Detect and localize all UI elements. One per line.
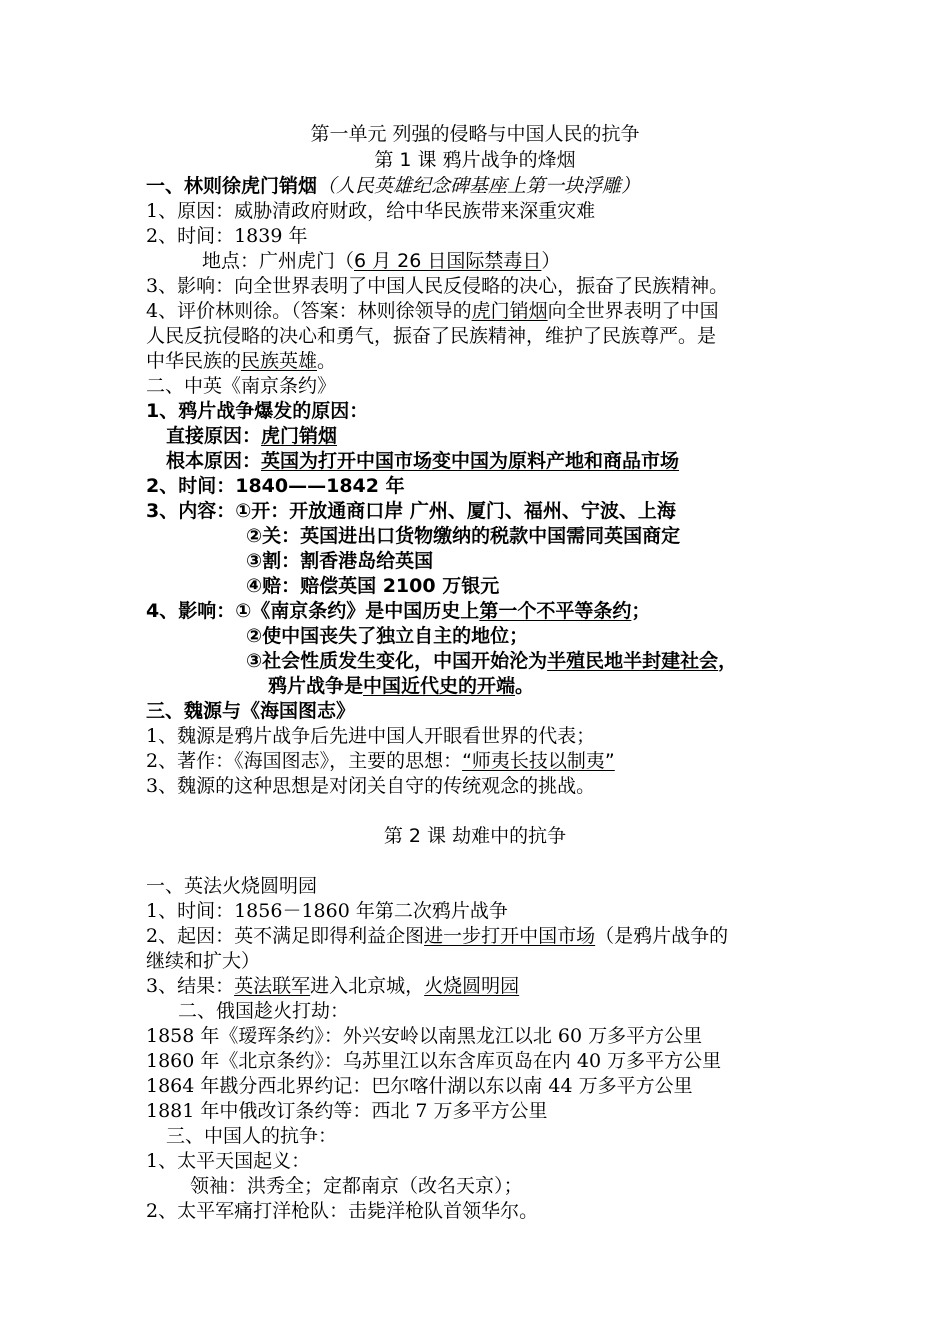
- text-span: 向全世界表明了中国: [547, 300, 719, 322]
- lesson1-s2-line5: 3、内容：①开：开放通商口岸 广州、厦门、福州、宁波、上海: [146, 500, 676, 522]
- text-span: 2、太平军痛打洋枪队：击毙洋枪队首领: [146, 1200, 482, 1222]
- text-span: ；: [631, 600, 651, 622]
- key-term: 天京: [456, 1175, 495, 1197]
- lesson1-s2-line10: ②使中国丧失了独立自主的地位；: [246, 625, 529, 647]
- lesson2-s3-line3: [146, 1199, 538, 1223]
- underlined-term: 火烧圆明园: [424, 975, 520, 997]
- section-heading-text: 一、林则徐虎门销烟: [146, 175, 318, 197]
- text-span: 地点：广州虎门（: [202, 250, 355, 272]
- text-span: ③社会性质发生变化，中国开始沦为: [246, 650, 548, 672]
- lesson2-s1-line1: 1、时间：1856－1860 年第二次鸦片战争: [146, 900, 508, 922]
- lesson1-s2-line7: ③割：割香港岛给英国: [246, 550, 434, 572]
- lesson1-s2-line9: [146, 599, 650, 623]
- underlined-term: 虎门销烟: [471, 300, 548, 322]
- underlined-term: 中国近代史的开端: [363, 675, 516, 697]
- text-span: 根本原因：: [166, 450, 262, 472]
- underlined-term: 进一步打开中国市场: [424, 925, 596, 947]
- text-span: ）: [541, 250, 561, 272]
- text-span: 进入北京城，: [310, 975, 425, 997]
- lesson1-s2-line8: ④赔：赔偿英国 2100 万银元: [246, 575, 500, 597]
- underlined-term: 半殖民地半封建社会: [547, 650, 719, 672]
- text-span: 3、结果：: [146, 975, 235, 997]
- text-span: （是鸦片战争的: [595, 925, 729, 947]
- lesson2-s3-line1: 1、太平天国起义：: [146, 1150, 311, 1172]
- lesson1-section3-heading: 三、魏源与《海国图志》: [146, 700, 356, 722]
- lesson1-s2-line11: [246, 649, 737, 673]
- lesson1-s1-line7: [146, 349, 336, 373]
- lesson2-s2-line1: 1858 年《瑷珲条约》：外兴安岭以南黑龙江以北 60 万多平方公里: [146, 1025, 703, 1047]
- underlined-term: 第一个不平等条约: [479, 600, 632, 622]
- lesson2-section3-heading: 三、中国人的抗争：: [166, 1125, 338, 1147]
- text-span: 中华民族的: [146, 350, 242, 372]
- text-span: 。: [519, 1200, 539, 1222]
- lesson2-title: 第 2 课 劫难中的抗争: [383, 825, 567, 847]
- lesson1-section2-heading: 二、中英《南京条约》: [146, 375, 337, 397]
- text-span: 2、著作：《海国图志》，主要的思想：: [146, 750, 463, 772]
- text-span: 。: [515, 675, 535, 697]
- text-span: 直接原因：: [166, 425, 262, 447]
- lesson2-s2-line4: 1881 年中俄改订条约等：西北 7 万多平方公里: [146, 1100, 548, 1122]
- lesson2-section1-heading: 一、英法火烧圆明园: [146, 875, 318, 897]
- lesson1-s1-line2: 2、时间：1839 年: [146, 225, 308, 247]
- lesson2-s2-line2: 1860 年《北京条约》：乌苏里江以东含库页岛在内 40 万多平方公里: [146, 1050, 722, 1072]
- lesson1-s3-line2: [146, 749, 615, 773]
- lesson2-s2-line3: 1864 年戡分西北界约记：巴尔喀什湖以东以南 44 万多平方公里: [146, 1075, 693, 1097]
- lesson1-s1-line1: 1、原因：威胁清政府财政，给中华民族带来深重灾难: [146, 200, 596, 222]
- key-term: 华尔: [481, 1200, 520, 1222]
- lesson1-s1-line5: [146, 299, 719, 323]
- underlined-term: 英国为打开中国市场变中国为原料产地和商品市场: [261, 450, 680, 472]
- lesson1-s2-line4: 2、时间：1840——1842 年: [146, 475, 405, 497]
- text-span: ，: [718, 650, 738, 672]
- text-span: 鸦片战争是: [268, 675, 364, 697]
- text-span: ；定都南京（改名: [304, 1175, 457, 1197]
- key-term: 洪秀全: [247, 1175, 305, 1197]
- lesson1-s2-line1: 1、鸦片战争爆发的原因：: [146, 400, 369, 422]
- text-span: 4、评价林则徐。（答案：林则徐领导的: [146, 300, 472, 322]
- underlined-term: 虎门销烟: [261, 425, 338, 447]
- underlined-term: “师夷长技以制夷”: [462, 750, 615, 772]
- lesson2-s1-line3: 继续和扩大）: [146, 950, 261, 972]
- unit-title: 第一单元 列强的侵略与中国人民的抗争: [310, 123, 640, 145]
- underlined-term: 民族英雄: [241, 350, 318, 372]
- lesson1-section1-heading: [146, 174, 640, 198]
- underlined-term: 英法联军: [234, 975, 311, 997]
- lesson1-s2-line12: [268, 674, 534, 698]
- text-span: 4、影响：①《南京条约》是中国历史上: [146, 600, 480, 622]
- lesson1-s2-line3: [166, 449, 679, 473]
- underlined-term: 6 月 26 日国际禁毒日: [354, 250, 542, 272]
- lesson1-s1-line6: 人民反抗侵略的决心和勇气，振奋了民族精神，维护了民族尊严。是: [146, 325, 717, 347]
- text-span: 2、起因：英不满足即得利益企图: [146, 925, 425, 947]
- lesson1-s2-line6: ②关：英国进出口货物缴纳的税款中国需同英国商定: [246, 525, 681, 547]
- section-heading-note: （人民英雄纪念碑基座上第一块浮雕）: [317, 175, 641, 197]
- lesson1-s3-line3: 3、魏源的这种思想是对闭关自守的传统观念的挑战。: [146, 775, 596, 797]
- lesson2-s3-line2: [190, 1174, 523, 1198]
- lesson1-title: 第 1 课 鸦片战争的烽烟: [374, 149, 576, 171]
- lesson1-s1-line3: [202, 249, 560, 273]
- text-span: 。: [317, 350, 337, 372]
- text-span: 领袖：: [190, 1175, 248, 1197]
- lesson2-s1-line2: [146, 924, 728, 948]
- lesson2-s1-line4: [146, 974, 519, 998]
- lesson1-s3-line1: 1、魏源是鸦片战争后先进中国人开眼看世界的代表；: [146, 725, 596, 747]
- lesson1-s2-line2: [166, 424, 337, 448]
- lesson2-section2-heading: 二、俄国趁火打劫：: [178, 1000, 350, 1022]
- text-span: ）；: [494, 1175, 523, 1197]
- lesson1-s1-line4: 3、影响：向全世界表明了中国人民反侵略的决心，振奋了民族精神。: [146, 275, 729, 297]
